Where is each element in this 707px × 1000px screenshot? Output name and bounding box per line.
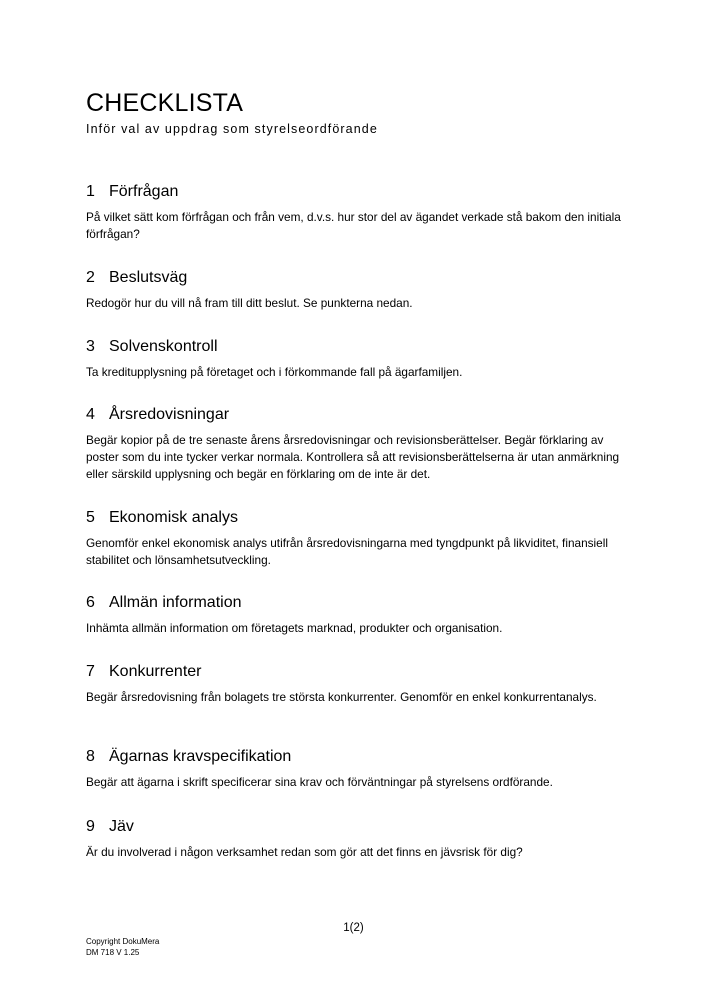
section-title: Årsredovisningar bbox=[109, 406, 230, 423]
section-text: Redogör hur du vill nå fram till ditt beslut. Se punkterna nedan. bbox=[86, 296, 413, 310]
document-id: DM 718 V 1.25 bbox=[86, 947, 140, 957]
document-subtitle: Inför val av uppdrag som styrelseordförande bbox=[86, 122, 378, 136]
section-konkurrenter bbox=[86, 662, 626, 706]
section-allman-information bbox=[86, 593, 626, 637]
section-title: Förfrågan bbox=[109, 183, 179, 200]
copyright-text: Copyright DokuMera bbox=[86, 937, 160, 946]
section-text: Är du involverad i någon verksamhet redan som gör att det finns en jävsrisk för dig? bbox=[86, 845, 523, 859]
section-forfragan bbox=[86, 182, 626, 243]
section-title: Allmän information bbox=[109, 594, 242, 611]
section-title: Beslutsväg bbox=[109, 269, 188, 286]
page-number: 1(2) bbox=[343, 922, 364, 934]
section-jav bbox=[86, 817, 626, 861]
section-heading bbox=[86, 182, 626, 202]
section-number: 8 bbox=[86, 748, 95, 765]
section-text: Inhämta allmän information om företagets marknad, produkter och organisation. bbox=[86, 621, 503, 635]
section-text: Genomför enkel ekonomisk analys utifrån årsredovisningarna med tyngdpunkt på likviditet, finansiell stabilitet och lönsamhetsutveckling. bbox=[86, 536, 608, 567]
section-beslutsvag bbox=[86, 268, 626, 312]
section-title: Ägarnas kravspecifikation bbox=[109, 748, 292, 765]
section-text: Begär årsredovisning från bolagets tre största konkurrenter. Genomför en enkel konkurrentanalys. bbox=[86, 690, 597, 704]
section-number: 7 bbox=[86, 663, 95, 680]
section-heading bbox=[86, 405, 626, 425]
section-ekonomisk-analys bbox=[86, 508, 626, 569]
footer-copyright-block bbox=[86, 937, 159, 958]
section-agarnas-kravspecifikation bbox=[86, 747, 626, 791]
section-number: 6 bbox=[86, 594, 95, 611]
section-solvenskontroll bbox=[86, 337, 626, 381]
section-heading bbox=[86, 508, 626, 528]
section-number: 2 bbox=[86, 269, 95, 286]
section-number: 9 bbox=[86, 818, 95, 835]
section-heading bbox=[86, 747, 626, 767]
section-number: 5 bbox=[86, 509, 95, 526]
section-arsredovisningar bbox=[86, 405, 626, 483]
document-title: CHECKLISTA bbox=[86, 89, 244, 117]
section-number: 4 bbox=[86, 406, 95, 423]
section-heading bbox=[86, 337, 626, 357]
section-text: På vilket sätt kom förfrågan och från vem, d.v.s. hur stor del av ägandet verkade stå bakom den initiala förfrågan? bbox=[86, 210, 621, 241]
section-heading bbox=[86, 662, 626, 682]
section-title: Ekonomisk analys bbox=[109, 509, 238, 526]
section-text: Begär kopior på de tre senaste årens årsredovisningar och revisionsberättelser. Begär förklaring av poster som du inte tycker verkar normala. Kontrollera så att revisionsberättelserna är utan anmärkning eller särskild upplysning och begär en förklaring om de inte är det. bbox=[86, 433, 620, 481]
section-number: 1 bbox=[86, 183, 95, 200]
section-text: Begär att ägarna i skrift specificerar sina krav och förväntningar på styrelsens ordförande. bbox=[86, 775, 553, 789]
section-text: Ta kreditupplysning på företaget och i förkommande fall på ägarfamiljen. bbox=[86, 365, 463, 379]
section-number: 3 bbox=[86, 338, 95, 355]
section-heading bbox=[86, 593, 626, 613]
section-title: Konkurrenter bbox=[109, 663, 202, 680]
section-heading bbox=[86, 268, 626, 288]
section-title: Solvenskontroll bbox=[109, 338, 218, 355]
section-heading bbox=[86, 817, 626, 837]
section-title: Jäv bbox=[109, 818, 134, 835]
